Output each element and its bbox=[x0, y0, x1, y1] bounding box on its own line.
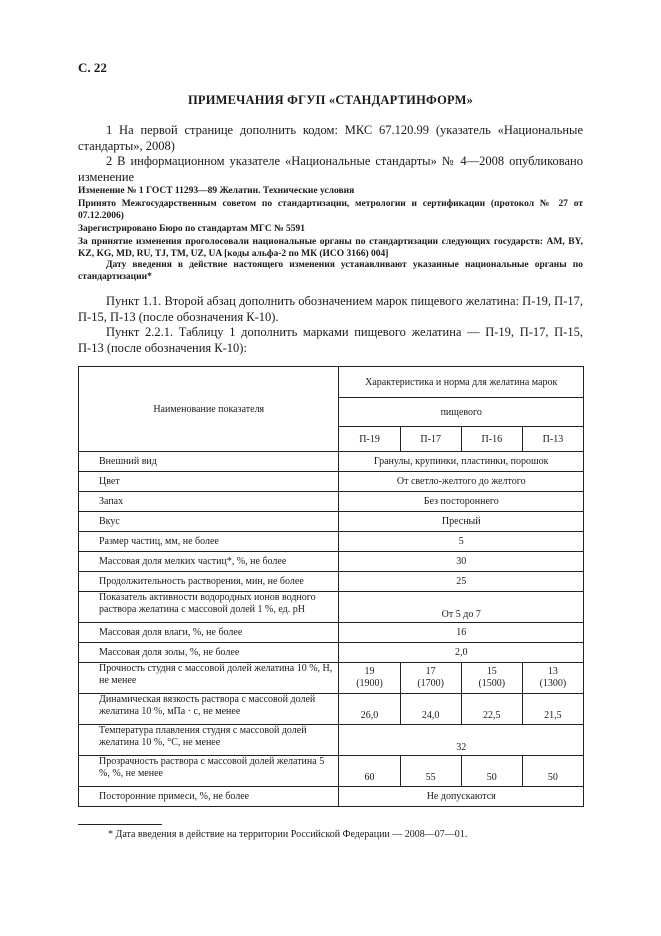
row-name-cell: Цвет bbox=[79, 472, 339, 492]
table-row bbox=[79, 643, 584, 663]
body-paragraph-2-text: Пункт 2.2.1. Таблицу 1 дополнить марками пищевого желатина — П-19, П-17, П-15, П-13 (после обозначения К-10): bbox=[78, 325, 583, 355]
table-row bbox=[79, 452, 584, 472]
row-value-cell: 50 bbox=[461, 756, 522, 787]
row-value-cell: От 5 до 7 bbox=[339, 592, 584, 623]
table-row bbox=[79, 532, 584, 552]
table-row bbox=[79, 787, 584, 807]
row-value-cell: Гранулы, крупинки, пластинки, порошок bbox=[339, 452, 584, 472]
row-name-cell: Массовая доля золы, %, не более bbox=[79, 643, 339, 663]
amendment-registered: Зарегистрировано Бюро по стандартам МГС № 5591 bbox=[78, 224, 305, 234]
row-name-cell: Массовая доля влаги, %, не более bbox=[79, 623, 339, 643]
row-value-cell: Пресный bbox=[339, 512, 584, 532]
table-row bbox=[79, 592, 584, 623]
row-name-cell: Внешний вид bbox=[79, 452, 339, 472]
table-row bbox=[79, 492, 584, 512]
row-value-cell: 50 bbox=[522, 756, 583, 787]
row-value-cell: 26,0 bbox=[339, 694, 400, 725]
row-value-cell: 24,0 bbox=[400, 694, 461, 725]
row-name-cell: Продолжительность растворения, мин, не более bbox=[79, 572, 339, 592]
note-1 bbox=[78, 123, 583, 154]
row-value-cell: 2,0 bbox=[339, 643, 584, 663]
table-row bbox=[79, 572, 584, 592]
row-value-cell: Не допускаются bbox=[339, 787, 584, 807]
row-value-cell: 13 (1300) bbox=[522, 663, 583, 694]
footnote: * Дата введения в действие на территории Российской Федерации — 2008—07—01. bbox=[108, 829, 468, 840]
table-row bbox=[79, 512, 584, 532]
row-value-cell: 15 (1500) bbox=[461, 663, 522, 694]
table-row bbox=[79, 623, 584, 643]
spec-table bbox=[78, 366, 584, 807]
row-value-cell: От светло-желтого до желтого bbox=[339, 472, 584, 492]
table-row bbox=[79, 472, 584, 492]
row-value-cell: Без постороннего bbox=[339, 492, 584, 512]
row-name-cell: Динамическая вязкость раствора с массовой долей желатина 10 %, мПа · с, не менее bbox=[79, 694, 339, 725]
table-header-row bbox=[79, 367, 584, 398]
row-value-cell: 55 bbox=[400, 756, 461, 787]
grade-cell: П-13 bbox=[522, 427, 583, 452]
row-name-cell: Посторонние примеси, %, не более bbox=[79, 787, 339, 807]
page-heading: ПРИМЕЧАНИЯ ФГУП «СТАНДАРТИНФОРМ» bbox=[187, 93, 474, 107]
row-value-cell: 22,5 bbox=[461, 694, 522, 725]
body-paragraph-1 bbox=[78, 294, 583, 325]
row-value-cell: 5 bbox=[339, 532, 584, 552]
body-paragraph-1-text: Пункт 1.1. Второй абзац дополнить обозначением марок пищевого желатина: П-19, П-17, П-15, П-13 (после обозначения К-10). bbox=[78, 294, 583, 324]
header-char-cell: Характеристика и норма для желатина марок bbox=[339, 367, 584, 398]
row-name-cell: Прочность студня с массовой долей желатина 10 %, Н, не менее bbox=[79, 663, 339, 694]
row-value-cell: 60 bbox=[339, 756, 400, 787]
amendment-title: Изменение № 1 ГОСТ 11293—89 Желатин. Технические условия bbox=[78, 186, 355, 196]
table-row bbox=[79, 694, 584, 725]
amendment-effective bbox=[78, 260, 583, 283]
row-name-cell: Показатель активности водородных ионов водного раствора желатина с массовой долей 1 %, ед. рН bbox=[79, 592, 339, 623]
body-paragraph-2 bbox=[78, 325, 583, 356]
note-1-text: 1 На первой странице дополнить кодом: МКС 67.120.99 (указатель «Национальные стандарты», 2008) bbox=[78, 123, 583, 153]
note-2-text: 2 В информационном указателе «Национальные стандарты» № 4—2008 опубликовано изменение bbox=[78, 154, 583, 184]
amendment-adopted: Принято Межгосударственным советом по стандартизации, метрологии и сертификации (протокол № 27 от 07.12.2006) bbox=[78, 199, 583, 221]
row-name-cell: Вкус bbox=[79, 512, 339, 532]
table-row bbox=[79, 552, 584, 572]
row-name-cell: Прозрачность раствора с массовой долей желатина 5 %, %, не менее bbox=[79, 756, 339, 787]
table-row bbox=[79, 725, 584, 756]
row-value-cell: 32 bbox=[339, 725, 584, 756]
row-value-cell: 25 bbox=[339, 572, 584, 592]
table-row bbox=[79, 756, 584, 787]
row-name-cell: Запах bbox=[79, 492, 339, 512]
page-number: С. 22 bbox=[78, 60, 107, 75]
grade-cell: П-16 bbox=[461, 427, 522, 452]
row-value-cell: 17 (1700) bbox=[400, 663, 461, 694]
header-food-cell: пищевого bbox=[339, 398, 584, 427]
row-name-cell: Массовая доля мелких частиц*, %, не более bbox=[79, 552, 339, 572]
grade-cell: П-17 bbox=[400, 427, 461, 452]
header-name-cell: Наименование показателя bbox=[79, 367, 339, 452]
grade-cell: П-19 bbox=[339, 427, 400, 452]
amendment-voted: За принятие изменения проголосовали национальные органы по стандартизации следующих государств: AM, BY, KZ, KG, MD, RU, TJ, TM, UZ, UA [коды альфа-2 по МК (ИСО 3166) 004] bbox=[78, 237, 583, 259]
row-name-cell: Размер частиц, мм, не более bbox=[79, 532, 339, 552]
amendment-effective-text: Дату введения в действие настоящего изменения устанавливают указанные национальные органы по стандартизации* bbox=[78, 260, 583, 282]
table-row bbox=[79, 663, 584, 694]
row-value-cell: 30 bbox=[339, 552, 584, 572]
row-value-cell: 19 (1900) bbox=[339, 663, 400, 694]
row-name-cell: Температура плавления студня с массовой долей желатина 10 %, °С, не менее bbox=[79, 725, 339, 756]
footnote-rule bbox=[78, 824, 162, 825]
row-value-cell: 21,5 bbox=[522, 694, 583, 725]
note-2 bbox=[78, 154, 583, 185]
row-value-cell: 16 bbox=[339, 623, 584, 643]
